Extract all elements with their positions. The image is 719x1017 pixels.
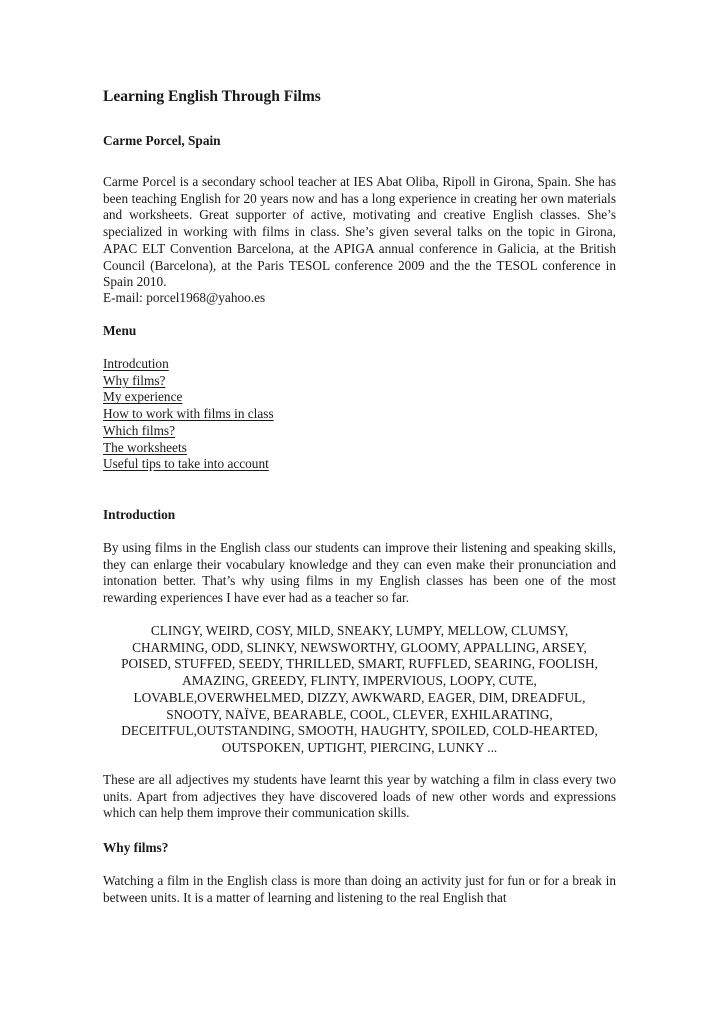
adjective-list: [103, 623, 616, 757]
adjective-line: CHARMING, ODD, SLINKY, NEWSWORTHY, GLOOMY, APPALLING, ARSEY,: [132, 639, 587, 655]
menu-item: [103, 440, 274, 457]
menu-item: [103, 373, 274, 390]
menu-link-my-experience[interactable]: My experience: [103, 389, 183, 405]
menu-heading: Menu: [103, 323, 137, 338]
menu-list: [103, 356, 274, 473]
author-bio: Carme Porcel is a secondary school teacher at IES Abat Oliba, Ripoll in Girona, Spain. She has been teaching English for 20 years now and has a long experience in creating her own materials and worksheets. Great supporter of active, motivating and creative English classes. She’s specialized in working with films in class. She’s given several talks on the topic in Girona, APAC ELT Convention Barcelona, at the APIGA annual conference in Galicia, at the British Council (Barcelona), at the Paris TESOL conference 2009 and the the TESOL conference in Spain 2010.: [103, 174, 616, 290]
adjectives-followup-paragraph: These are all adjectives my students have learnt this year by watching a film in class every two units. Apart from adjectives they have discovered loads of new other words and expressions which can help them improve their communication skills.: [103, 772, 616, 821]
adjective-line: OUTSPOKEN, UPTIGHT, PIERCING, LUNKY ...: [221, 739, 498, 755]
document-title: Learning English Through Films: [103, 88, 321, 105]
why-films-paragraph: Watching a film in the English class is more than doing an activity just for fun or for a break in between units. It is a matter of learning and listening to the real English that: [103, 873, 616, 905]
adjective-line: CLINGY, WEIRD, COSY, MILD, SNEAKY, LUMPY, MELLOW, CLUMSY,: [150, 623, 569, 638]
author-line: Carme Porcel, Spain: [103, 133, 221, 148]
adjective-line: DECEITFUL,OUTSTANDING, SMOOTH, HAUGHTY, SPOILED, COLD-HEARTED,: [121, 723, 598, 739]
menu-item: [103, 423, 274, 440]
introduction-heading: Introduction: [103, 507, 176, 522]
menu-link-introduction[interactable]: Introdcution: [103, 356, 169, 371]
menu-item: [103, 406, 274, 423]
introduction-paragraph: By using films in the English class our students can improve their listening and speaking skills, they can enlarge their vocabulary knowledge and they can even make their pronunciation and intonation better. That’s why using films in my English classes has been one of the most rewarding experiences I have ever had as a teacher so far.: [103, 540, 616, 606]
author-email: E-mail: porcel1968@yahoo.es: [103, 290, 266, 305]
menu-item: [103, 389, 274, 406]
menu-link-why-films[interactable]: Why films?: [103, 372, 166, 388]
adjective-line: SNOOTY, NAÏVE, BEARABLE, COOL, CLEVER, EXHILARATING,: [166, 706, 553, 722]
adjective-line: LOVABLE,OVERWHELMED, DIZZY, AWKWARD, EAGER, DIM, DREADFUL,: [133, 689, 586, 705]
adjective-line: AMAZING, GREEDY, FLINTY, IMPERVIOUS, LOOPY, CUTE,: [182, 673, 537, 689]
menu-link-useful-tips[interactable]: Useful tips to take into account: [103, 456, 269, 472]
menu-link-which-films[interactable]: Which films?: [103, 422, 176, 438]
why-films-heading: Why films?: [103, 840, 169, 855]
menu-link-how-to-work[interactable]: How to work with films in class: [103, 406, 274, 422]
adjective-line: POISED, STUFFED, SEEDY, THRILLED, SMART, RUFFLED, SEARING, FOOLISH,: [121, 656, 598, 672]
menu-link-worksheets[interactable]: The worksheets: [103, 439, 187, 455]
menu-item: [103, 356, 274, 373]
document-page: [103, 88, 616, 905]
menu-item: [103, 456, 274, 473]
